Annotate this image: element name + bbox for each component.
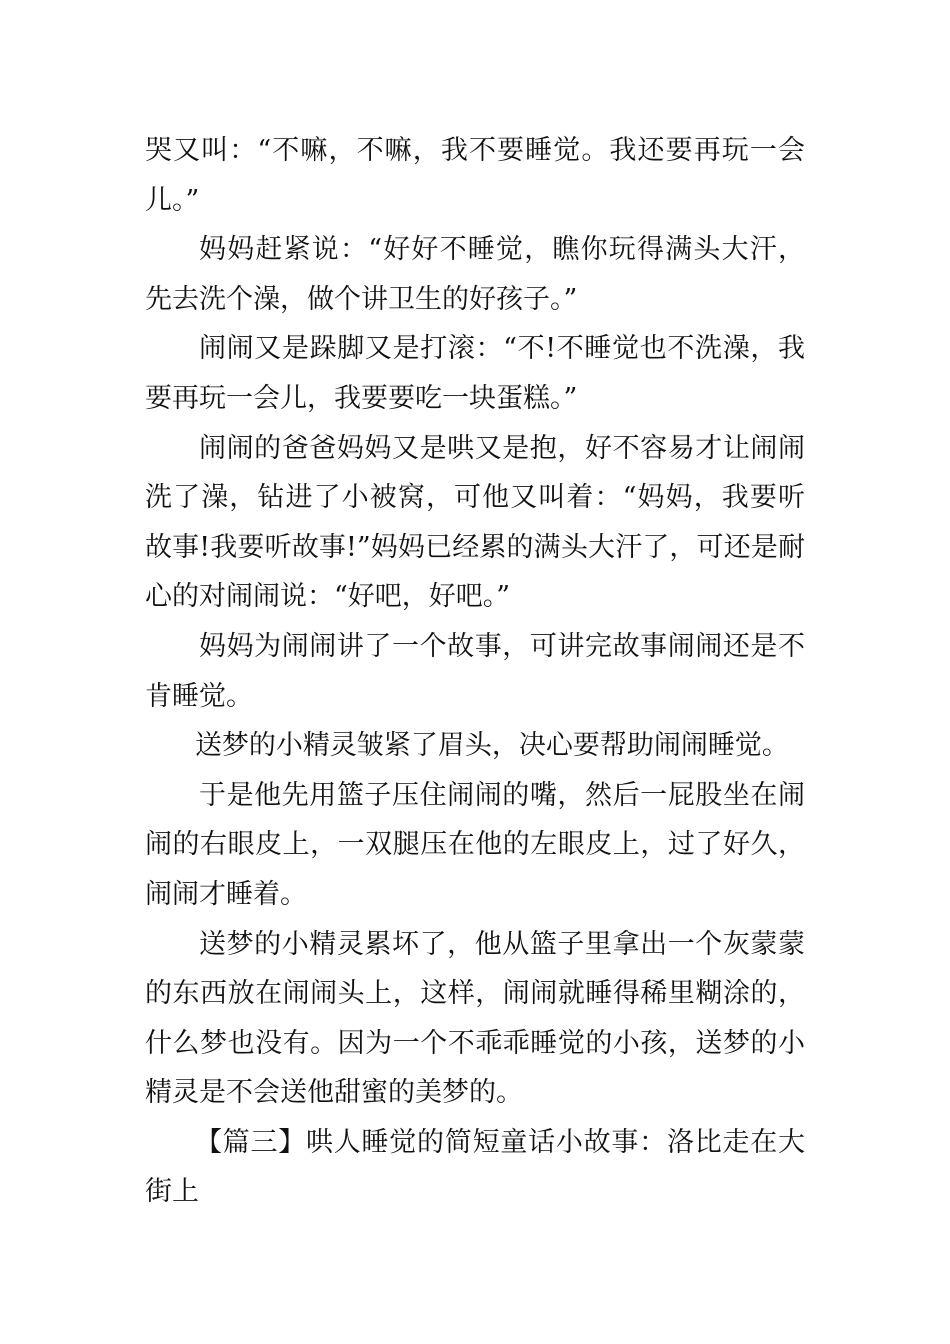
paragraph: 闹闹的爸爸妈妈又是哄又是抱，好不容易才让闹闹洗了澡，钻进了小被窝，可他又叫着：“妈妈，我要听故事!我要听故事!”妈妈已经累的满头大汗了，可还是耐心的对闹闹说：“好吧，好吧。” <box>145 432 805 613</box>
paragraph-continuation: 哭又叫：“不嘛，不嘛，我不要睡觉。我还要再玩一会儿。” <box>145 135 805 216</box>
paragraph: 妈妈赶紧说：“好好不睡觉，瞧你玩得满头大汗，先去洗个澡，做个讲卫生的好孩子。” <box>145 234 805 315</box>
paragraph: 送梦的小精灵累坏了，他从篮子里拿出一个灰蒙蒙的东西放在闹闹头上，这样，闹闹就睡得稀里糊涂的，什么梦也没有。因为一个不乖乖睡觉的小孩，送梦的小精灵是不会送他甜蜜的美梦的。 <box>145 928 805 1109</box>
paragraph: 妈妈为闹闹讲了一个故事，可讲完故事闹闹还是不肯睡觉。 <box>145 630 805 712</box>
section-heading-paragraph: 【篇三】哄人睡觉的简短童话小故事：洛比走在大街上 <box>145 1126 805 1208</box>
paragraph: 于是他先用篮子压住闹闹的嘴，然后一屁股坐在闹闹的右眼皮上，一双腿压在他的左眼皮上，过了好久，闹闹才睡着。 <box>145 779 805 910</box>
paragraph: 送梦的小精灵皱紧了眉头，决心要帮助闹闹睡觉。 <box>194 730 789 762</box>
paragraph: 闹闹又是跺脚又是打滚：“不!不睡觉也不洗澡，我要再玩一会儿，我要要吃一块蛋糕。” <box>145 333 805 414</box>
story-text <box>145 126 805 1217</box>
